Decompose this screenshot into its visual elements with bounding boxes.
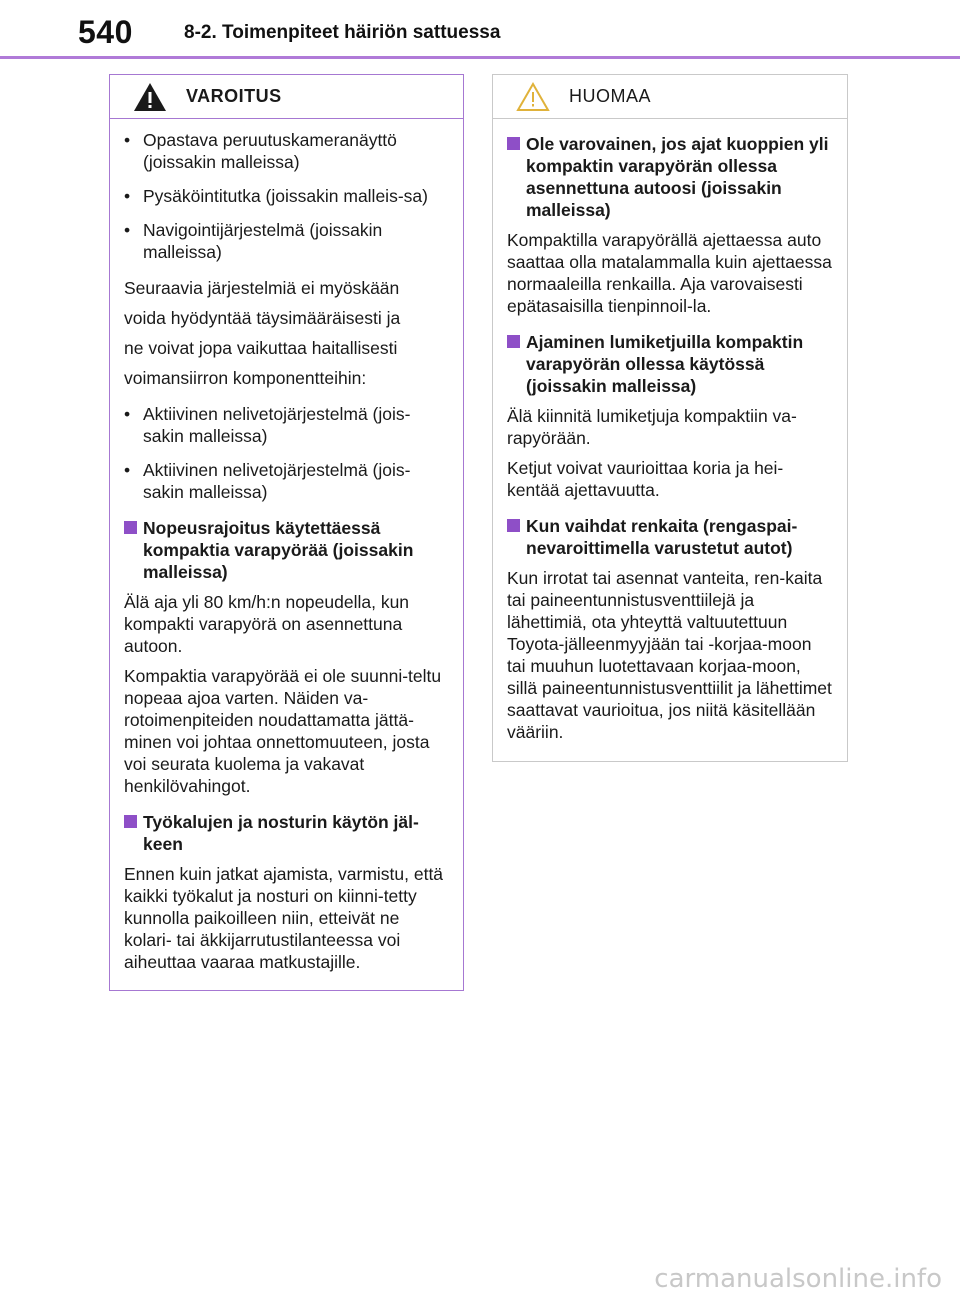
intro-line: voida hyödyntää täysimääräisesti ja — [124, 308, 401, 328]
paragraph: Kompaktilla varapyörällä ajettaessa auto saattaa olla matalammalla kuin ajettaessa normaaleilla renkailla. Aja varovaisesti epätasaisilla tienpinnoil-la. — [507, 230, 832, 316]
header-rule — [0, 56, 960, 59]
section-heading: Nopeusrajoitus käytettäessä kompaktia varapyörää (joissakin malleissa) — [124, 517, 449, 583]
page-number: 540 — [78, 14, 133, 50]
paragraph: Älä kiinnitä lumiketjuja kompaktiin va-rapyörään. — [507, 406, 797, 448]
list-item: • Pysäköintitutka (joissakin malleis-sa) — [124, 185, 449, 207]
list-item: • Aktiivinen nelivetojärjestelmä (jois-sakin malleissa) — [124, 403, 449, 447]
warning-box — [109, 74, 464, 991]
section-heading: Kun vaihdat renkaita (rengaspai-nevaroittimella varustetut autot) — [507, 515, 833, 559]
intro-line: Seuraavia järjestelmiä ei myöskään — [124, 278, 400, 298]
paragraph: Ketjut voivat vaurioittaa koria ja hei-kentää ajettavuutta. — [507, 458, 784, 500]
paragraph: Älä aja yli 80 km/h:n nopeudella, kun kompakti varapyörä on asennettuna autoon. — [124, 592, 410, 656]
note-box-title: HUOMAA — [569, 86, 652, 106]
note-box — [492, 74, 848, 762]
note-box-body — [493, 119, 847, 743]
list-item: • Navigointijärjestelmä (joissakin malleissa) — [124, 219, 449, 263]
section-heading: Työkalujen ja nosturin käytön jäl-keen — [124, 811, 449, 855]
square-bullet-icon — [124, 521, 137, 534]
paragraph: Kompaktia varapyörää ei ole suunni-teltu nopeaa ajoa varten. Näiden va-rotoimenpiteiden noudattamatta jättä-minen voi johtaa onnettomuuteen, josta voi seurata kuolema ja vakavat henkilövahingot. — [124, 666, 442, 796]
intro-line: ne voivat jopa vaikuttaa haitallisesti — [124, 338, 398, 358]
warning-triangle-icon — [132, 81, 168, 113]
list-item: • Opastava peruutuskameranäyttö (joissakin malleissa) — [124, 129, 449, 173]
square-bullet-icon — [507, 137, 520, 150]
section-title: 8-2. Toimenpiteet häiriön sattuessa — [184, 22, 501, 43]
note-box-header — [493, 75, 847, 119]
warning-box-title: VAROITUS — [186, 86, 282, 106]
square-bullet-icon — [507, 335, 520, 348]
square-bullet-icon — [124, 815, 137, 828]
warning-box-body — [110, 119, 463, 973]
list-item: • Aktiivinen nelivetojärjestelmä (jois-sakin malleissa) — [124, 459, 449, 503]
warning-box-header — [110, 75, 463, 119]
page-header — [0, 0, 960, 58]
section-heading: Ajaminen lumiketjuilla kompaktin varapyörän ollessa käytössä (joissakin malleissa) — [507, 331, 833, 397]
paragraph: Ennen kuin jatkat ajamista, varmistu, että kaikki työkalut ja nosturi on kiinni-tetty kunnolla paikoilleen niin, etteivät ne kolari- tai äkkijarrutustilanteessa voi aiheuttaa vaaraa matkustajille. — [124, 864, 444, 972]
caution-triangle-icon — [515, 81, 551, 113]
paragraph: Kun irrotat tai asennat vanteita, ren-kaita tai paineentunnistusventtiilejä ja lähettimiä, ota yhteyttä valtuutettuun Toyota-jälleenmyyjään tai -korjaa-moon tai muuhun luotettavaan korjaa-moon, sillä paineentunnistusventtiilit ja lähettimet saattavat vaurioitua, jos niitä käsitellään vääriin. — [507, 568, 832, 742]
section-heading: Ole varovainen, jos ajat kuoppien yli kompaktin varapyörän ollessa asennettuna autoosi (joissakin malleissa) — [507, 133, 833, 221]
watermark: carmanualsonline.info — [654, 1264, 942, 1294]
square-bullet-icon — [507, 519, 520, 532]
intro-line: voimansiirron komponentteihin: — [124, 368, 367, 388]
